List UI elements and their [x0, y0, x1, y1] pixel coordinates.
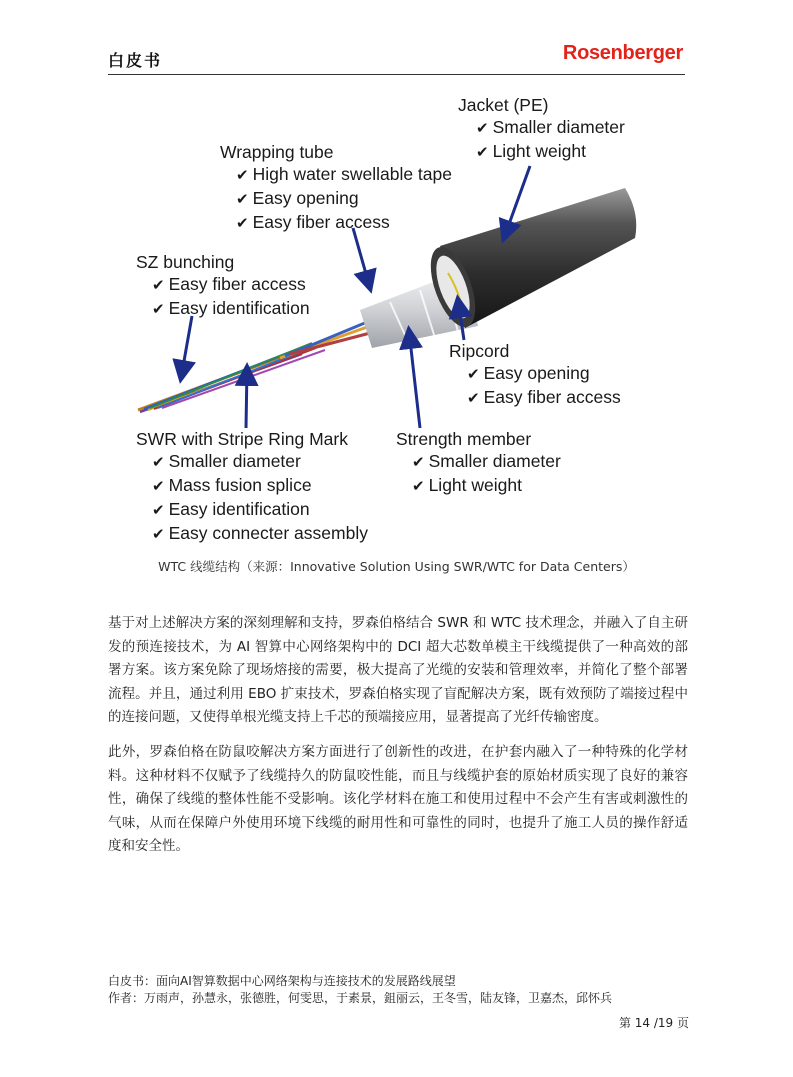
- checkmark-icon: ✔: [152, 277, 165, 294]
- checkmark-icon: ✔: [152, 454, 165, 471]
- wrapping-title: Wrapping tube: [220, 142, 334, 162]
- checkmark-icon: ✔: [476, 144, 489, 161]
- jacket-label: [458, 94, 625, 164]
- swr-title: SWR with Stripe Ring Mark: [136, 429, 348, 449]
- wrapping-item: Easy fiber access: [252, 212, 390, 232]
- wrapping-tube-label: [220, 141, 452, 235]
- jacket-item: Light weight: [492, 141, 586, 161]
- checkmark-icon: ✔: [467, 390, 480, 407]
- brand-logo: Rosenberger: [562, 42, 683, 64]
- wrapping-item: Easy opening: [252, 188, 359, 208]
- checkmark-icon: ✔: [236, 191, 249, 208]
- checkmark-icon: ✔: [236, 167, 249, 184]
- strength-item: Smaller diameter: [428, 451, 561, 471]
- checkmark-icon: ✔: [236, 215, 249, 232]
- strength-item: Light weight: [428, 475, 522, 495]
- footer-authors: 作者：万雨声，孙慧永，张德胜，何雯思，于素景，鉏丽云，王冬雪，陆友锋，卫嘉杰，邱怀兵: [108, 991, 613, 1005]
- sz-bunching-label: [136, 251, 310, 321]
- figure-caption: WTC 线缆结构（来源：Innovative Solution Using SWR/WTC for Data Centers）: [158, 559, 635, 574]
- strength-title: Strength member: [396, 429, 532, 449]
- cable-structure-figure: [120, 88, 650, 548]
- checkmark-icon: ✔: [152, 478, 165, 495]
- checkmark-icon: ✔: [412, 478, 425, 495]
- swr-item: Easy identification: [168, 499, 310, 519]
- ripcord-title: Ripcord: [449, 341, 510, 361]
- body-paragraph-1: 基于对上述解决方案的深刻理解和支持，罗森伯格结合 SWR 和 WTC 技术理念，并融入了自主研发的预连接技术，为 AI 智算中心网络架构中的 DCI 超大芯数单模主干线缆提供了一种高效的部署方案。该方案免除了现场熔接的需要，极大提高了光缆的安装和管理效率，并简化了整个部署流程。并且，通过利用 EBO 扩束技术，罗森伯格实现了盲配解决方案，既有效预防了端接过程中的连接问题，又使得单根光缆支持上千芯的预端接应用，显著提高了光纤传输密度。: [108, 615, 688, 726]
- checkmark-icon: ✔: [152, 526, 165, 543]
- header-divider: [108, 74, 685, 75]
- swr-item: Mass fusion splice: [168, 475, 312, 495]
- checkmark-icon: ✔: [467, 366, 480, 383]
- checkmark-icon: ✔: [412, 454, 425, 471]
- body-paragraph-2: 此外，罗森伯格在防鼠咬解决方案方面进行了创新性的改进，在护套内融入了一种特殊的化学材料。这种材料不仅赋予了线缆持久的防鼠咬性能，而且与线缆护套的原始材质实现了良好的兼容性，确保了线缆的整体性能不受影响。该化学材料在施工和使用过程中不会产生有害或刺激性的气味，从而在保障户外使用环境下线缆的耐用性和可靠性的同时，也提升了施工人员的操作舒适度和安全性。: [108, 744, 688, 855]
- swr-item: Smaller diameter: [168, 451, 301, 471]
- header-title: 白皮书: [108, 51, 163, 70]
- ripcord-label: [449, 340, 621, 410]
- ripcord-item: Easy fiber access: [483, 387, 621, 407]
- checkmark-icon: ✔: [152, 502, 165, 519]
- swr-item: Easy connecter assembly: [168, 523, 368, 543]
- swr-label: [136, 428, 368, 546]
- checkmark-icon: ✔: [152, 301, 165, 318]
- jacket-item: Smaller diameter: [492, 117, 625, 137]
- sz-item: Easy fiber access: [168, 274, 306, 294]
- ripcord-item: Easy opening: [483, 363, 590, 383]
- jacket-title: Jacket (PE): [458, 95, 549, 115]
- checkmark-icon: ✔: [476, 120, 489, 137]
- strength-member-label: [396, 428, 561, 498]
- cable-jacket: [422, 188, 637, 333]
- page-number: 第 14 /19 页: [618, 1016, 689, 1030]
- footer-title: 白皮书：面向AI智算数据中心网络架构与连接技术的发展路线展望: [108, 974, 456, 988]
- wrapping-item: High water swellable tape: [252, 164, 452, 184]
- fiber-bundle: [138, 320, 374, 412]
- sz-title: SZ bunching: [136, 252, 235, 272]
- sz-item: Easy identification: [168, 298, 310, 318]
